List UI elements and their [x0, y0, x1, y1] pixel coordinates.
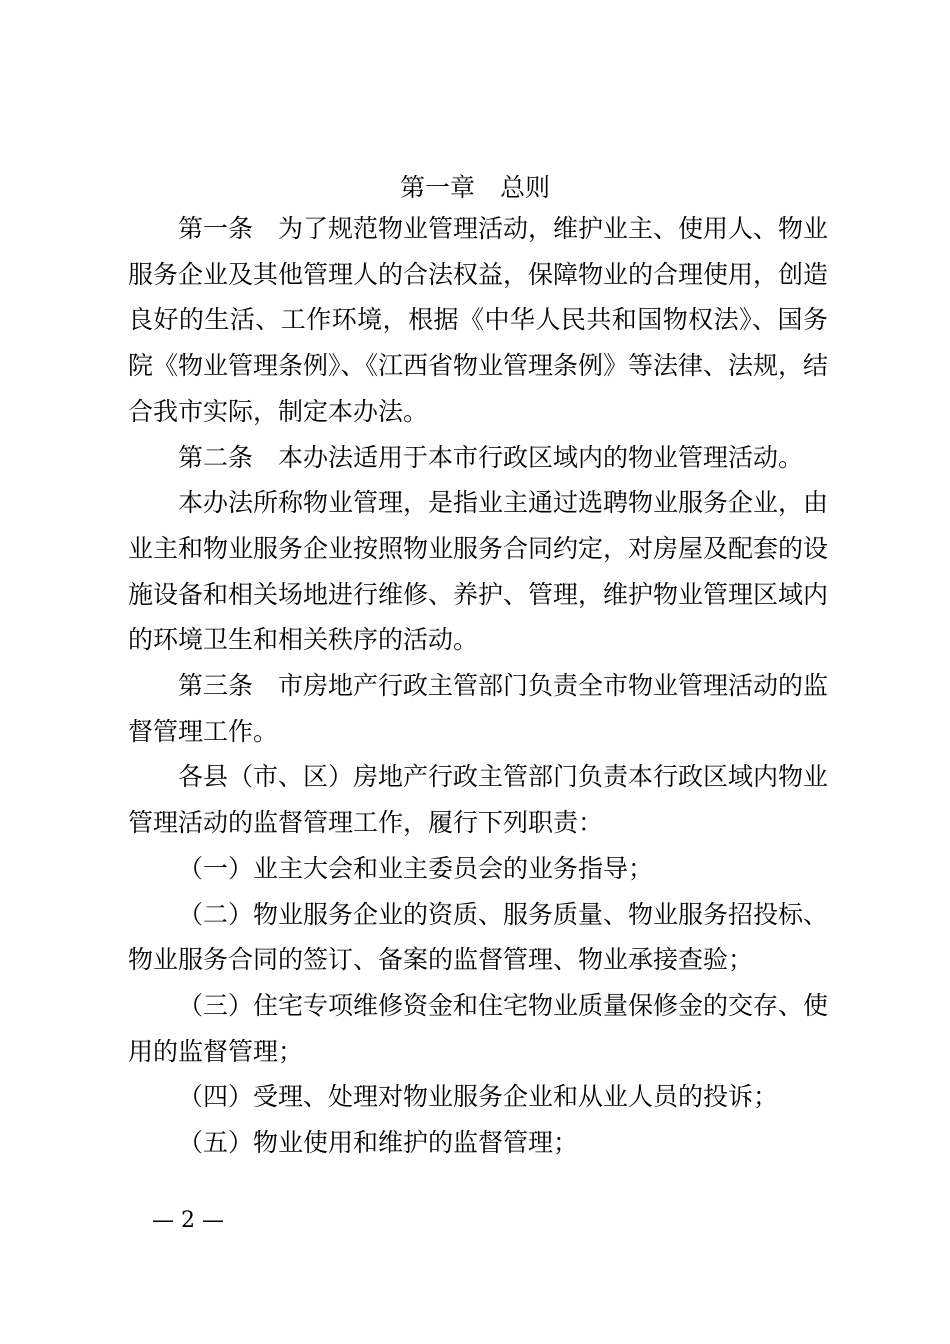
duty-item-2: （二）物业服务企业的资质、服务质量、物业服务招投标、物业服务合同的签订、备案的监督管理、物业承接查验；	[128, 899, 829, 975]
article-1-paragraph: 第一条 为了规范物业管理活动，维护业主、使用人、物业服务企业及其他管理人的合法权益，保障物业的合理使用，创造良好的生活、工作环境，根据《中华人民共和国物权法》、国务院《物业管理条例》、《江西省物业管理条例》等法律、法规，结合我市实际，制定本办法。	[128, 214, 829, 426]
chapter-title: 第一章 总则	[399, 173, 550, 202]
article-2-definition-paragraph: 本办法所称物业管理，是指业主通过选聘物业服务企业，由业主和物业服务企业按照物业服务合同约定，对房屋及配套的设施设备和相关场地进行维修、养护、管理，维护物业管理区域内的环境卫生和相关秩序的活动。	[128, 488, 829, 655]
duty-item-4: （四）受理、处理对物业服务企业和从业人员的投诉；	[178, 1082, 779, 1112]
article-3-paragraph: 第三条 市房地产行政主管部门负责全市物业管理活动的监督管理工作。	[128, 671, 829, 746]
article-2-paragraph: 第二条 本办法适用于本市行政区域内的物业管理活动。	[178, 442, 804, 472]
document-body	[128, 206, 828, 1166]
page-number: — 2 —	[152, 1208, 224, 1233]
duty-item-1: （一）业主大会和业主委员会的业务指导；	[178, 853, 654, 883]
article-3-duties-intro-paragraph: 各县（市、区）房地产行政主管部门负责本行政区域内物业管理活动的监督管理工作，履行下列职责：	[128, 762, 829, 838]
duty-item-3: （三）住宅专项维修资金和住宅物业质量保修金的交存、使用的监督管理；	[128, 990, 829, 1066]
duty-item-5: （五）物业使用和维护的监督管理；	[178, 1128, 579, 1158]
